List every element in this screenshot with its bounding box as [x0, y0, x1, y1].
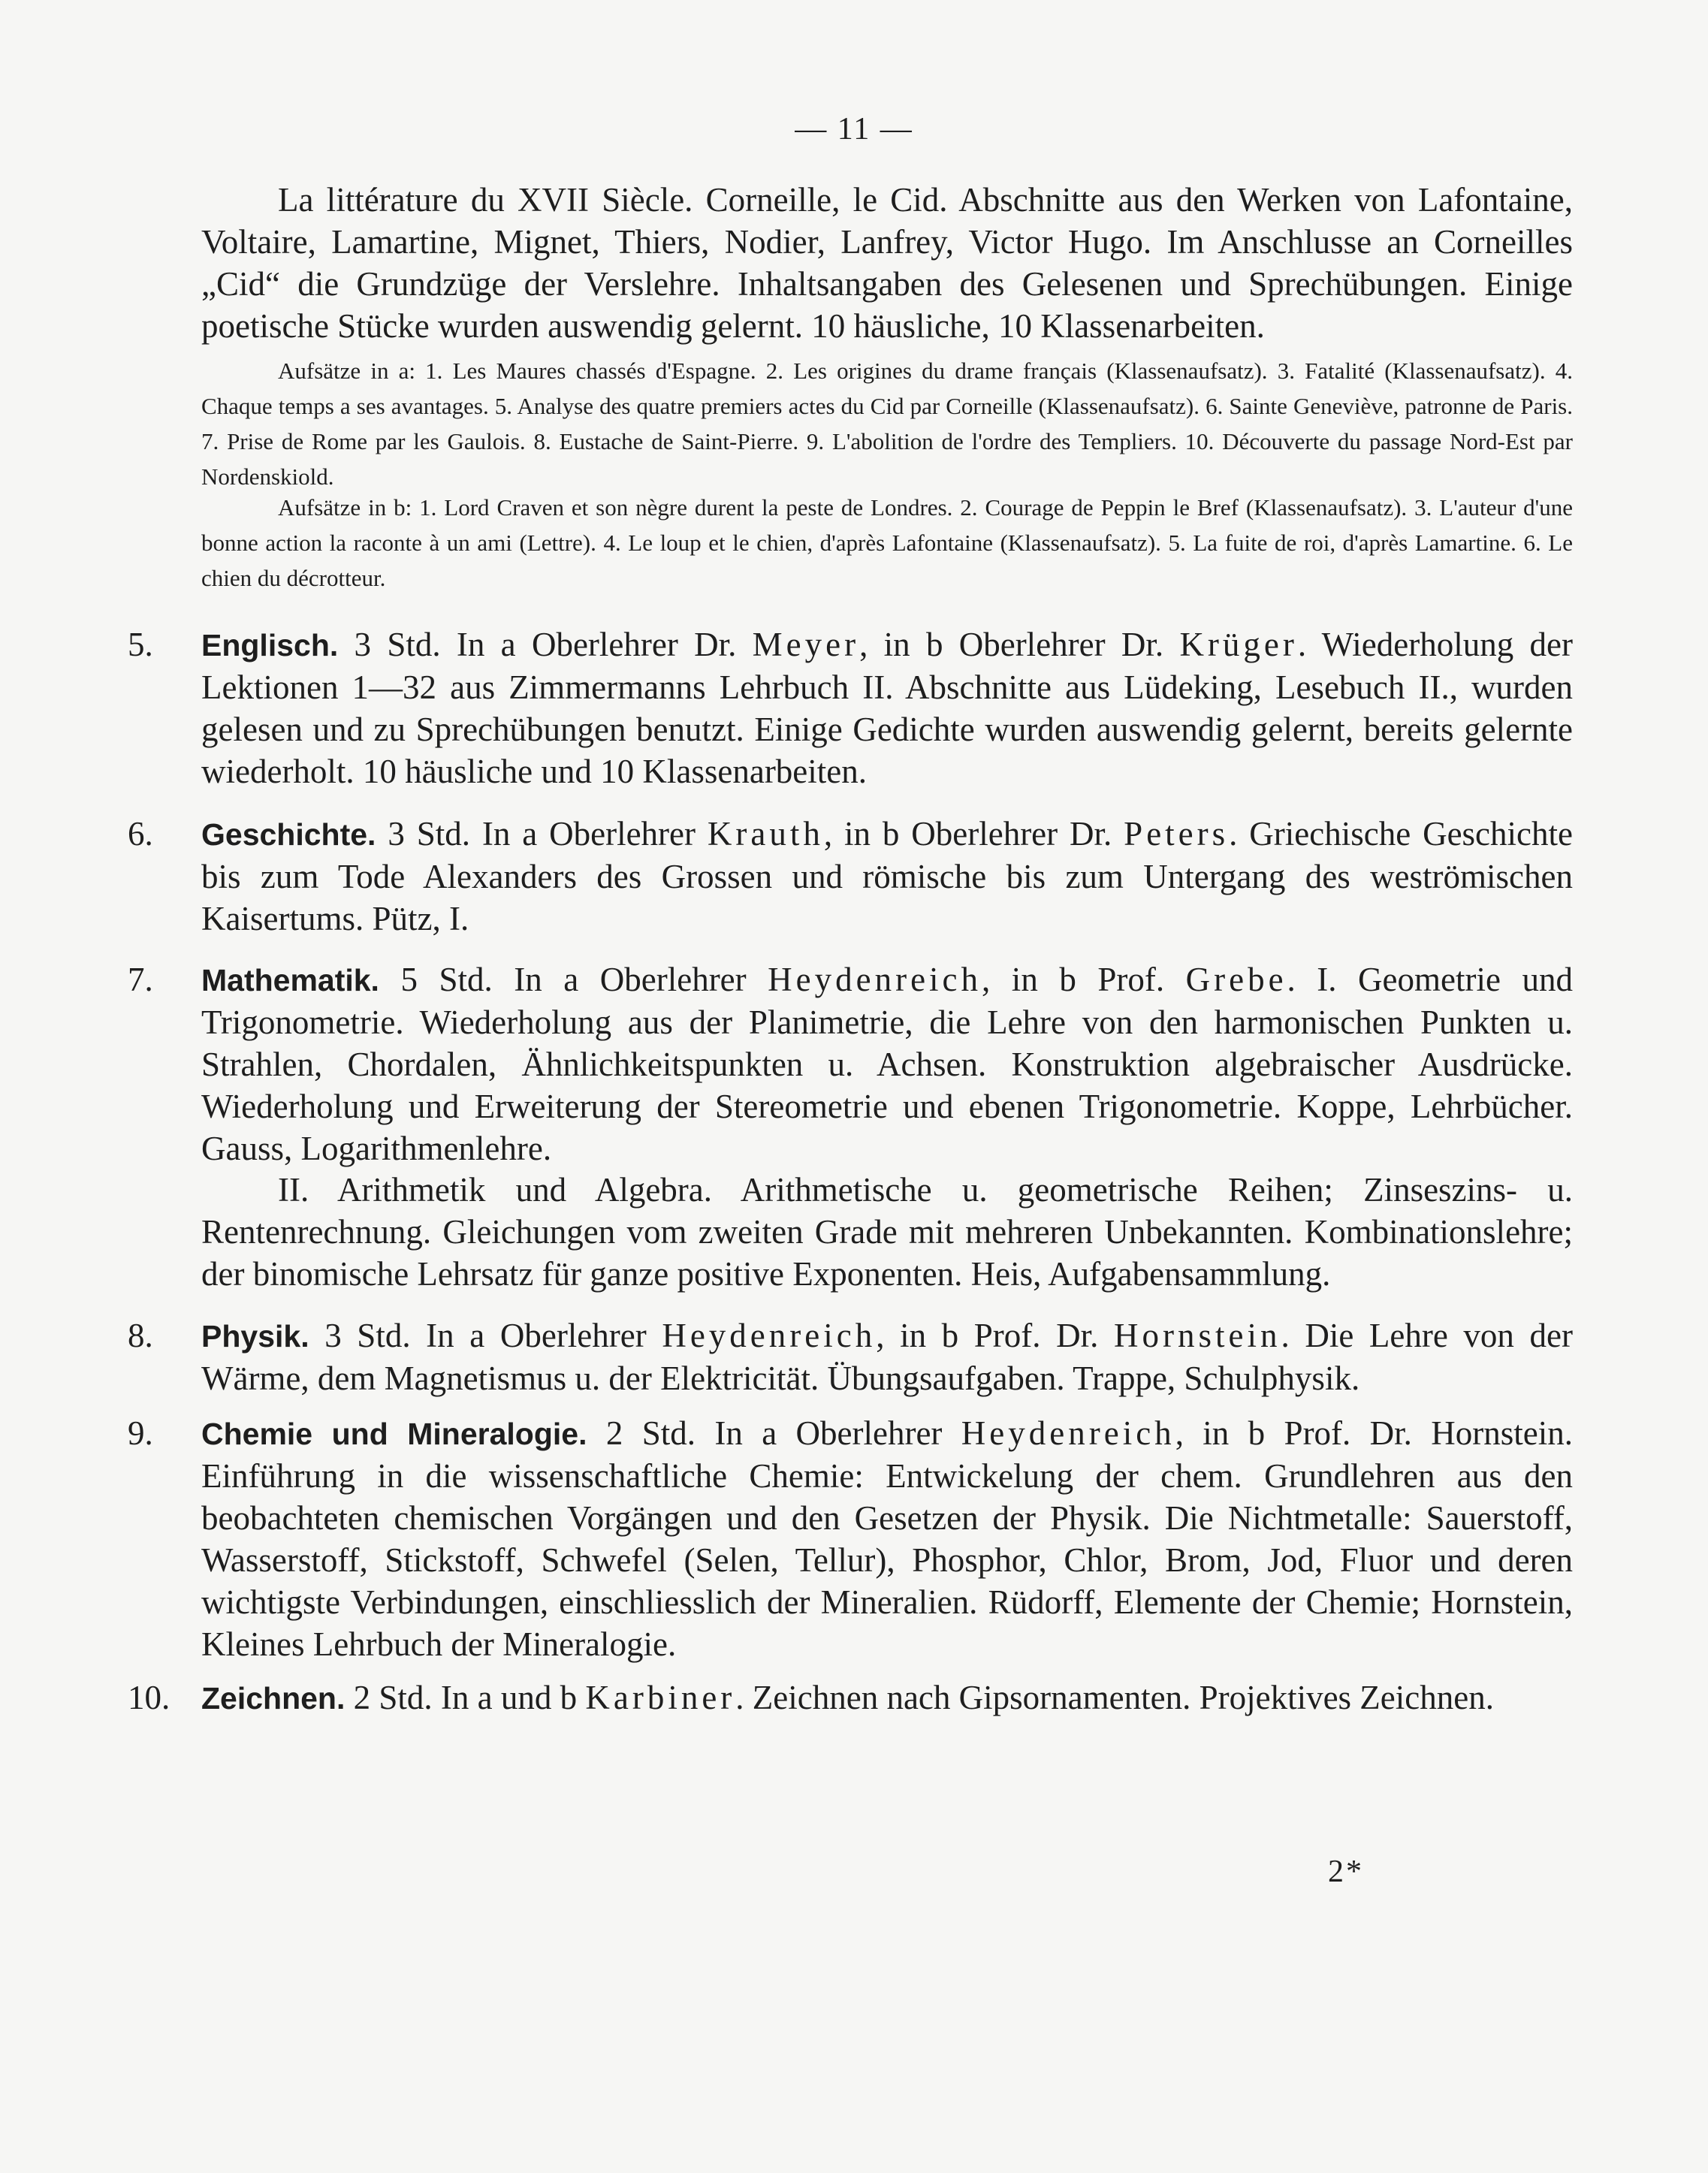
item-number: 8. [128, 1317, 153, 1354]
page-number: — 11 — [795, 112, 913, 146]
item-text: Physik. 3 Std. In a Oberlehrer Heydenreich, in b Prof. Dr. Hornstein. Die Lehre von der Wärme, dem Magnetismus u. der Elektricität. Übungsaufgaben. Trappe, Schulphysik. [201, 1317, 1573, 1397]
item-number: 9. [128, 1414, 153, 1452]
signature-mark: 2* [1328, 1855, 1364, 1889]
teacher-name: Krüger [1179, 626, 1298, 663]
subject-title: Mathematik. [201, 963, 379, 997]
item-text: Chemie und Mineralogie. 2 Std. In a Oberlehrer Heydenreich, in b Prof. Dr. Hornstein. Einführung in die wissenschaftliche Chemie: Entwickelung der chem. Grundlehren aus den beobachteten chemischen Vorgängen und den Gesetzen der Physik. Die Nichtmetalle: Sauerstoff, Wasserstoff, Stickstoff, Schwefel (Selen, Tellur), Phosphor, Chlor, Brom, Jod, Fluor und deren wichtigste Verbindungen, einschliesslich der Mineralien. Rüdorff, Elemente der Chemie; Hornstein, Kleines Lehrbuch der Mineralogie. [201, 1414, 1573, 1663]
item-text: Zeichnen. 2 Std. In a und b Karbiner. Zeichnen nach Gipsornamenten. Projektives Zeichnen. [201, 1679, 1494, 1716]
item-text: II. Arithmetik und Algebra. Arithmetische u. geometrische Reihen; Zinseszins- u. Rentenrechnung. Gleichungen vom zweiten Grade mit mehreren Unbekannten. Kombinationslehre; der binomische Lehrsatz für ganze positive Exponenten. Heis, Aufgabensammlung. [201, 1171, 1573, 1293]
item-number: 5. [128, 626, 153, 663]
teacher-name: Heydenreich [961, 1414, 1175, 1452]
intro-paragraph: La littérature du XVII Siècle. Corneille, le Cid. Abschnitte aus den Werken von Lafontaine, Voltaire, Lamartine, Mignet, Thiers, Nodier, Lanfrey, Victor Hugo. Im Anschlusse an Corneilles „Cid“ die Grundzüge der Verslehre. Inhaltsangaben des Gelesenen und Sprechübungen. Einige poetische Stücke wurden auswendig gelernt. 10 häusliche, 10 Klassenarbeiten. [201, 181, 1573, 345]
subject-title: Physik. [201, 1319, 309, 1354]
subject-title: Chemie und Mineralogie. [201, 1417, 587, 1451]
teacher-name: Peters [1124, 815, 1230, 853]
essays-b-section [201, 490, 1573, 596]
teacher-name: Krauth [707, 815, 824, 853]
teacher-name: Karbiner [585, 1679, 736, 1716]
subject-title: Englisch. [201, 628, 339, 662]
subject-title: Zeichnen. [201, 1681, 346, 1716]
item-number: 6. [128, 815, 153, 853]
subject-title: Geschichte. [201, 817, 376, 852]
essays-a-paragraph: Aufsätze in a: 1. Les Maures chassés d'Espagne. 2. Les origines du drame français (Klassenaufsatz). 3. Fatalité (Klassenaufsatz). 4. Chaque temps a ses avantages. 5. Analyse des quatre premiers actes du Cid par Corneille (Klassenaufsatz). 6. Sainte Geneviève, patronne de Paris. 7. Prise de Rome par les Gaulois. 8. Eustache de Saint-Pierre. 9. L'abolition de l'ordre des Templiers. 10. Découverte du passage Nord-Est par Nordenskiold. [201, 358, 1573, 490]
teacher-name: Grebe [1185, 961, 1287, 998]
teacher-name: Heydenreich [768, 961, 982, 998]
teacher-name: Heydenreich [662, 1317, 877, 1354]
item-number: 10. [128, 1679, 170, 1716]
essays-b-paragraph: Aufsätze in b: 1. Lord Craven et son nègre durent la peste de Londres. 2. Courage de Peppin le Bref (Klassenaufsatz). 3. L'auteur d'une bonne action la raconte à un ami (Lettre). 4. Le loup et le chien, d'après Lafontaine (Klassenaufsatz). 5. La fuite de roi, d'après Lamartine. 6. Le chien du décrotteur. [201, 494, 1573, 591]
essays-a-section [201, 353, 1573, 494]
item-number: 7. [128, 961, 153, 998]
item-text: Geschichte. 3 Std. In a Oberlehrer Krauth, in b Oberlehrer Dr. Peters. Griechische Geschichte bis zum Tode Alexanders des Grossen und römische bis zum Untergang des weströmischen Kaisertums. Pütz, I. [201, 815, 1573, 937]
teacher-name: Meyer [752, 626, 860, 663]
teacher-name: Hornstein [1113, 1317, 1281, 1354]
item-text: Englisch. 3 Std. In a Oberlehrer Dr. Meyer, in b Oberlehrer Dr. Krüger. Wiederholung der Lektionen 1—32 aus Zimmermanns Lehrbuch II. Abschnitte aus Lüdeking, Lesebuch II., wurden gelesen und zu Sprechübungen benutzt. Einige Gedichte wurden auswendig gelernt, bereits gelernte wiederholt. 10 häusliche und 10 Klassenarbeiten. [201, 626, 1573, 790]
item-text: Mathematik. 5 Std. In a Oberlehrer Heydenreich, in b Prof. Grebe. I. Geometrie und Trigonometrie. Wiederholung aus der Planimetrie, die Lehre von den harmonischen Punkten u. Strahlen, Chordalen, Ähnlichkeitspunkten u. Achsen. Konstruktion algebraischer Ausdrücke. Wiederholung und Erweiterung der Stereometrie und ebenen Trigonometrie. Koppe, Lehrbücher. Gauss, Logarithmenlehre. [201, 961, 1573, 1167]
intro-section [201, 179, 1573, 347]
